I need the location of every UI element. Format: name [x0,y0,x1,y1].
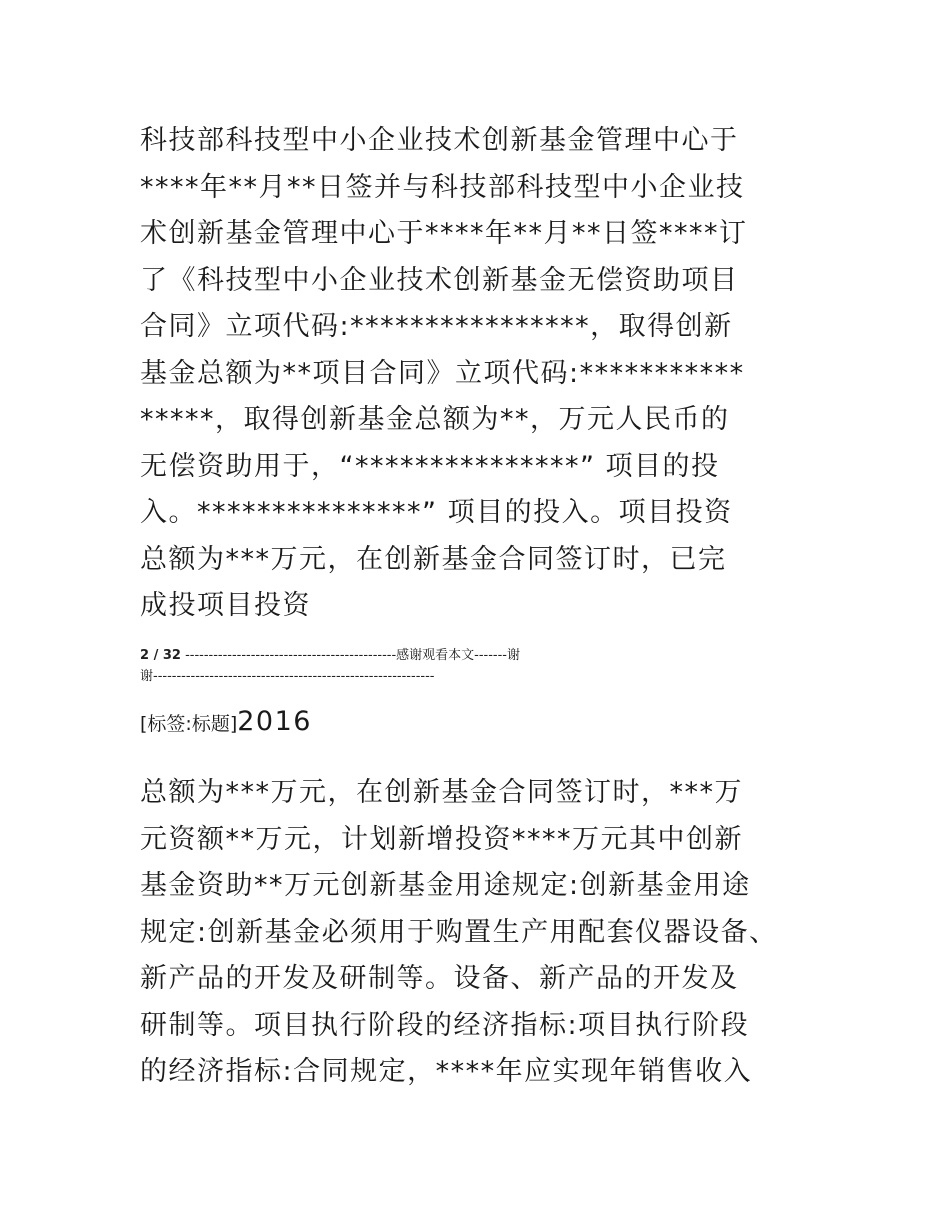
tag-label: [标签:标题] [140,713,238,735]
text-line: 入。***************” 项目的投入。项目投资 [140,497,733,528]
text-line: 了《科技型中小企业技术创新基金无偿资助项目 [140,264,739,296]
text-line: 术创新基金管理中心于****年**月**日签****订 [140,218,748,249]
text-line: *****，取得创新基金总额为**，万元人民币的 [140,404,730,435]
text-line: 基金总额为**项目合同》立项代码:*********** [140,357,745,389]
text-line: 规定:创新基金必须用于购置生产用配套仪器设备、 [140,916,778,948]
text-line: 研制等。项目执行阶段的经济指标:项目执行阶段 [140,1009,750,1041]
text-line: 合同》立项代码:****************，取得创新 [140,311,733,342]
page-footer [140,645,760,687]
paragraph-1 [140,118,840,630]
text-line: ****年**月**日签并与科技部科技型中小企业技 [140,171,745,203]
footer-line-1 [140,645,760,666]
footer-line-2: 谢------------------------------------------------------------ [140,669,435,684]
text-line: 科技部科技型中小企业技术创新基金管理中心于 [140,125,739,156]
text-line: 元资额**万元，计划新增投资****万元其中创新 [140,823,743,855]
paragraph-2 [140,770,840,1096]
tag-title-line [140,706,312,737]
text-line: 基金资助**万元创新基金用途规定:创新基金用途 [140,870,751,901]
text-line: 无偿资助用于，“***************” 项目的投 [140,450,720,482]
text-line: 的经济指标:合同规定，****年应实现年销售收入 [140,1056,753,1087]
text-line: 总额为***万元，在创新基金合同签订时，***万 [140,777,743,808]
text-line: 成投项目投资 [140,590,311,621]
text-line: 总额为***万元，在创新基金合同签订时，已完 [140,543,727,575]
footer-dashes-text: ---------------------------------------------感谢观看本文-------谢 [180,648,520,663]
tag-year: 2016 [237,706,312,737]
text-line: 新产品的开发及研制等。设备、新产品的开发及 [140,963,739,994]
page-number: 2 / 32 [140,648,181,663]
